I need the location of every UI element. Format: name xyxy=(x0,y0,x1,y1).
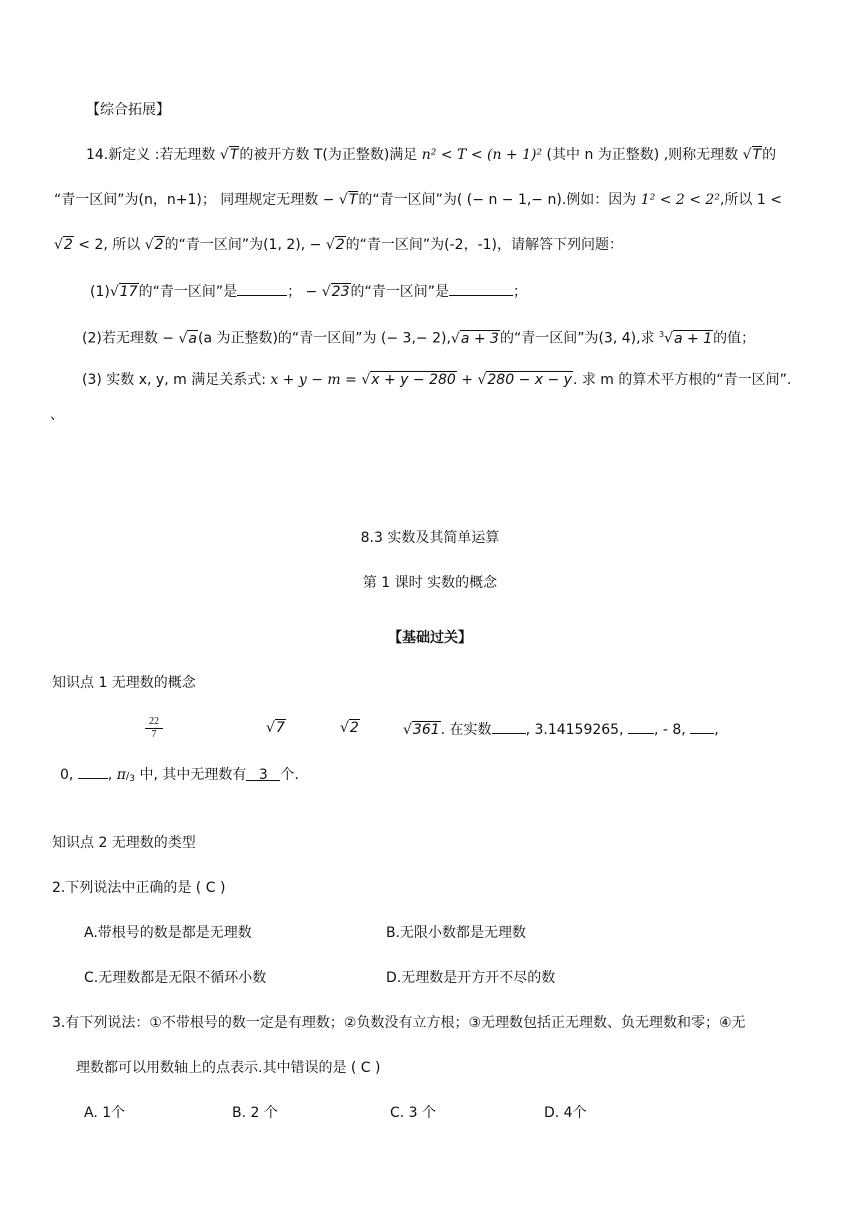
q14-l2-inequality: 1² < 2 < 2² xyxy=(640,192,720,208)
q14-l3-text-c: 的“青一区间”为(-2，-1)，请解答下列问题： xyxy=(345,237,624,253)
q14-l2-text-a: “青一区间”为(n，n+1)； 同理规定无理数 − xyxy=(54,192,339,208)
q14-p1-label: (1) xyxy=(90,284,110,300)
q2-option-b: B.无限小数都是无理数 xyxy=(386,925,527,941)
q1-text-c: , - 8, xyxy=(653,722,691,738)
lesson-title: 第 1 课时 实数的概念 xyxy=(362,575,498,591)
sqrt-23: √23 xyxy=(321,284,350,300)
sqrt-2: √2 xyxy=(340,720,359,736)
answer-blank[interactable] xyxy=(690,718,714,734)
q14-part3 xyxy=(82,370,791,390)
q14-l3-text-b: 的“青一区间”为(1, 2), − xyxy=(164,237,326,253)
q14-p3-plus: + xyxy=(456,372,478,388)
q3-option-a: A. 1个 xyxy=(84,1105,126,1121)
q14-l1-text-d: 的 xyxy=(762,147,777,163)
q14-p1-text-e: ； xyxy=(513,284,528,300)
q14-l2-text-b: 的“青一区间”为( (− n − 1,− n).例如：因为 xyxy=(358,192,641,208)
q3-option-d: D. 4个 xyxy=(544,1105,587,1121)
q3-option-c: C. 3 个 xyxy=(390,1105,437,1121)
q14-p2-text-d: 的值； xyxy=(713,330,756,347)
sqrt-7: √7 xyxy=(266,720,285,736)
q14-p1-text-d: 的“青一区间”是 xyxy=(350,284,450,300)
fraction-denominator: 7 xyxy=(145,728,163,741)
sqrt-2-c: √2 xyxy=(325,237,345,253)
q1-line2: 0, , π/3 中, 其中无理数有 3 个. xyxy=(60,763,299,789)
q14-p2-text-a: (2)若无理数 − xyxy=(82,330,179,347)
q1-l2-text-c: 中, 其中无理数有 xyxy=(135,767,247,783)
sqrt-2-b: √2 xyxy=(144,237,164,253)
sqrt-T: √T xyxy=(219,147,239,163)
answer-blank[interactable] xyxy=(78,763,108,779)
q14-p1-text-c: ； − xyxy=(287,284,322,300)
pi-symbol: π xyxy=(116,767,126,783)
q3-stem-line2: 理数都可以用数轴上的点表示.其中错误的是 ( C ) xyxy=(76,1060,381,1076)
q2-option-a: A.带根号的数是都是无理数 xyxy=(84,925,252,941)
q2-stem: 2.下列说法中正确的是 ( C ) xyxy=(52,880,226,896)
knowledge-point-1: 知识点 1 无理数的概念 xyxy=(52,675,196,691)
answer-blank[interactable] xyxy=(449,280,513,296)
q14-p3-eq-left: x + y − m = xyxy=(270,372,362,388)
answer-blank[interactable] xyxy=(492,718,526,734)
q14-p2-text-b: (a 为正整数)的“青一区间”为 (− 3,− 2), xyxy=(197,330,451,347)
q14-line2 xyxy=(54,190,782,210)
sqrt-280-x-y: √280 − x − y xyxy=(477,372,572,388)
q3-stem-line1: 3.有下列说法：①不带根号的数一定是有理数；②负数没有立方根；③无理数包括正无理数、负无理数和零；④无 xyxy=(52,1015,746,1031)
q2-option-d: D.无理数是开方开不尽的数 xyxy=(386,970,556,986)
q14-l1-text-c: (其中 n 为正整数) ,则称无理数 xyxy=(542,147,743,163)
q1-line1 xyxy=(403,718,719,740)
q1-l2-text-d: 个. xyxy=(280,767,299,783)
q14-l1-text-b: 的被开方数 T(为正整数)满足 xyxy=(239,147,422,163)
q14-p2-text-c: 的“青一区间”为(3, 4),求 xyxy=(499,330,659,347)
sqrt-2-a: √2 xyxy=(54,237,73,253)
sqrt-T-3: √T xyxy=(338,192,358,208)
q14-p1-text-b: 的“青一区间”是 xyxy=(138,284,238,300)
q3-option-b: B. 2 个 xyxy=(232,1105,278,1121)
q14-p3-text-b: . 求 m 的算术平方根的“青一区间”. xyxy=(572,372,792,388)
q1-text-d: , xyxy=(714,722,719,738)
sqrt-a: √a xyxy=(178,330,197,347)
q14-line1 xyxy=(86,145,776,165)
sqrt-x-y-280: √x + y − 280 xyxy=(361,372,456,388)
answer-blank[interactable] xyxy=(628,718,654,734)
q14-part1 xyxy=(90,280,527,302)
q14-l1-inequality: n² < T < (n + 1)² xyxy=(421,147,543,163)
sqrt-a-plus-3: √a + 3 xyxy=(450,330,499,347)
knowledge-point-2: 知识点 2 无理数的类型 xyxy=(52,835,196,851)
section-heading-expand: 【综合拓展】 xyxy=(86,102,170,118)
q1-l2-text-b: , xyxy=(107,767,117,783)
sqrt-T-2: √T xyxy=(742,147,762,163)
q14-l1-text-a: 14.新定义 :若无理数 xyxy=(86,147,220,163)
fraction-22-7 xyxy=(145,716,163,741)
sqrt-17: √17 xyxy=(109,284,138,300)
q1-text-a: . 在实数 xyxy=(440,722,492,738)
q1-l2-text-a: 0, xyxy=(60,767,78,783)
cbrt-a-plus-1: $^3$√a + 1 xyxy=(659,330,713,347)
pi-denominator: 3 xyxy=(129,774,136,784)
q2-option-c: C.无理数都是无限不循环小数 xyxy=(84,970,267,986)
basics-heading: 【基础过关】 xyxy=(388,630,472,646)
answer-blank[interactable] xyxy=(237,280,287,296)
q14-l2-text-c: ,所以 1 < xyxy=(719,192,782,208)
q14-p3-text-a: (3) 实数 x, y, m 满足关系式: xyxy=(82,372,271,388)
q14-line3 xyxy=(54,235,623,255)
stray-mark: 、 xyxy=(50,407,64,423)
q14-l3-text-a: < 2, 所以 xyxy=(73,237,145,253)
sqrt-361: √361 xyxy=(403,722,440,738)
q14-part2 xyxy=(82,325,755,349)
q1-answer: 3 xyxy=(246,765,280,781)
q1-text-b: , 3.14159265, xyxy=(525,722,628,738)
chapter-title: 8.3 实数及其简单运算 xyxy=(360,530,500,546)
fraction-numerator: 22 xyxy=(149,716,159,727)
